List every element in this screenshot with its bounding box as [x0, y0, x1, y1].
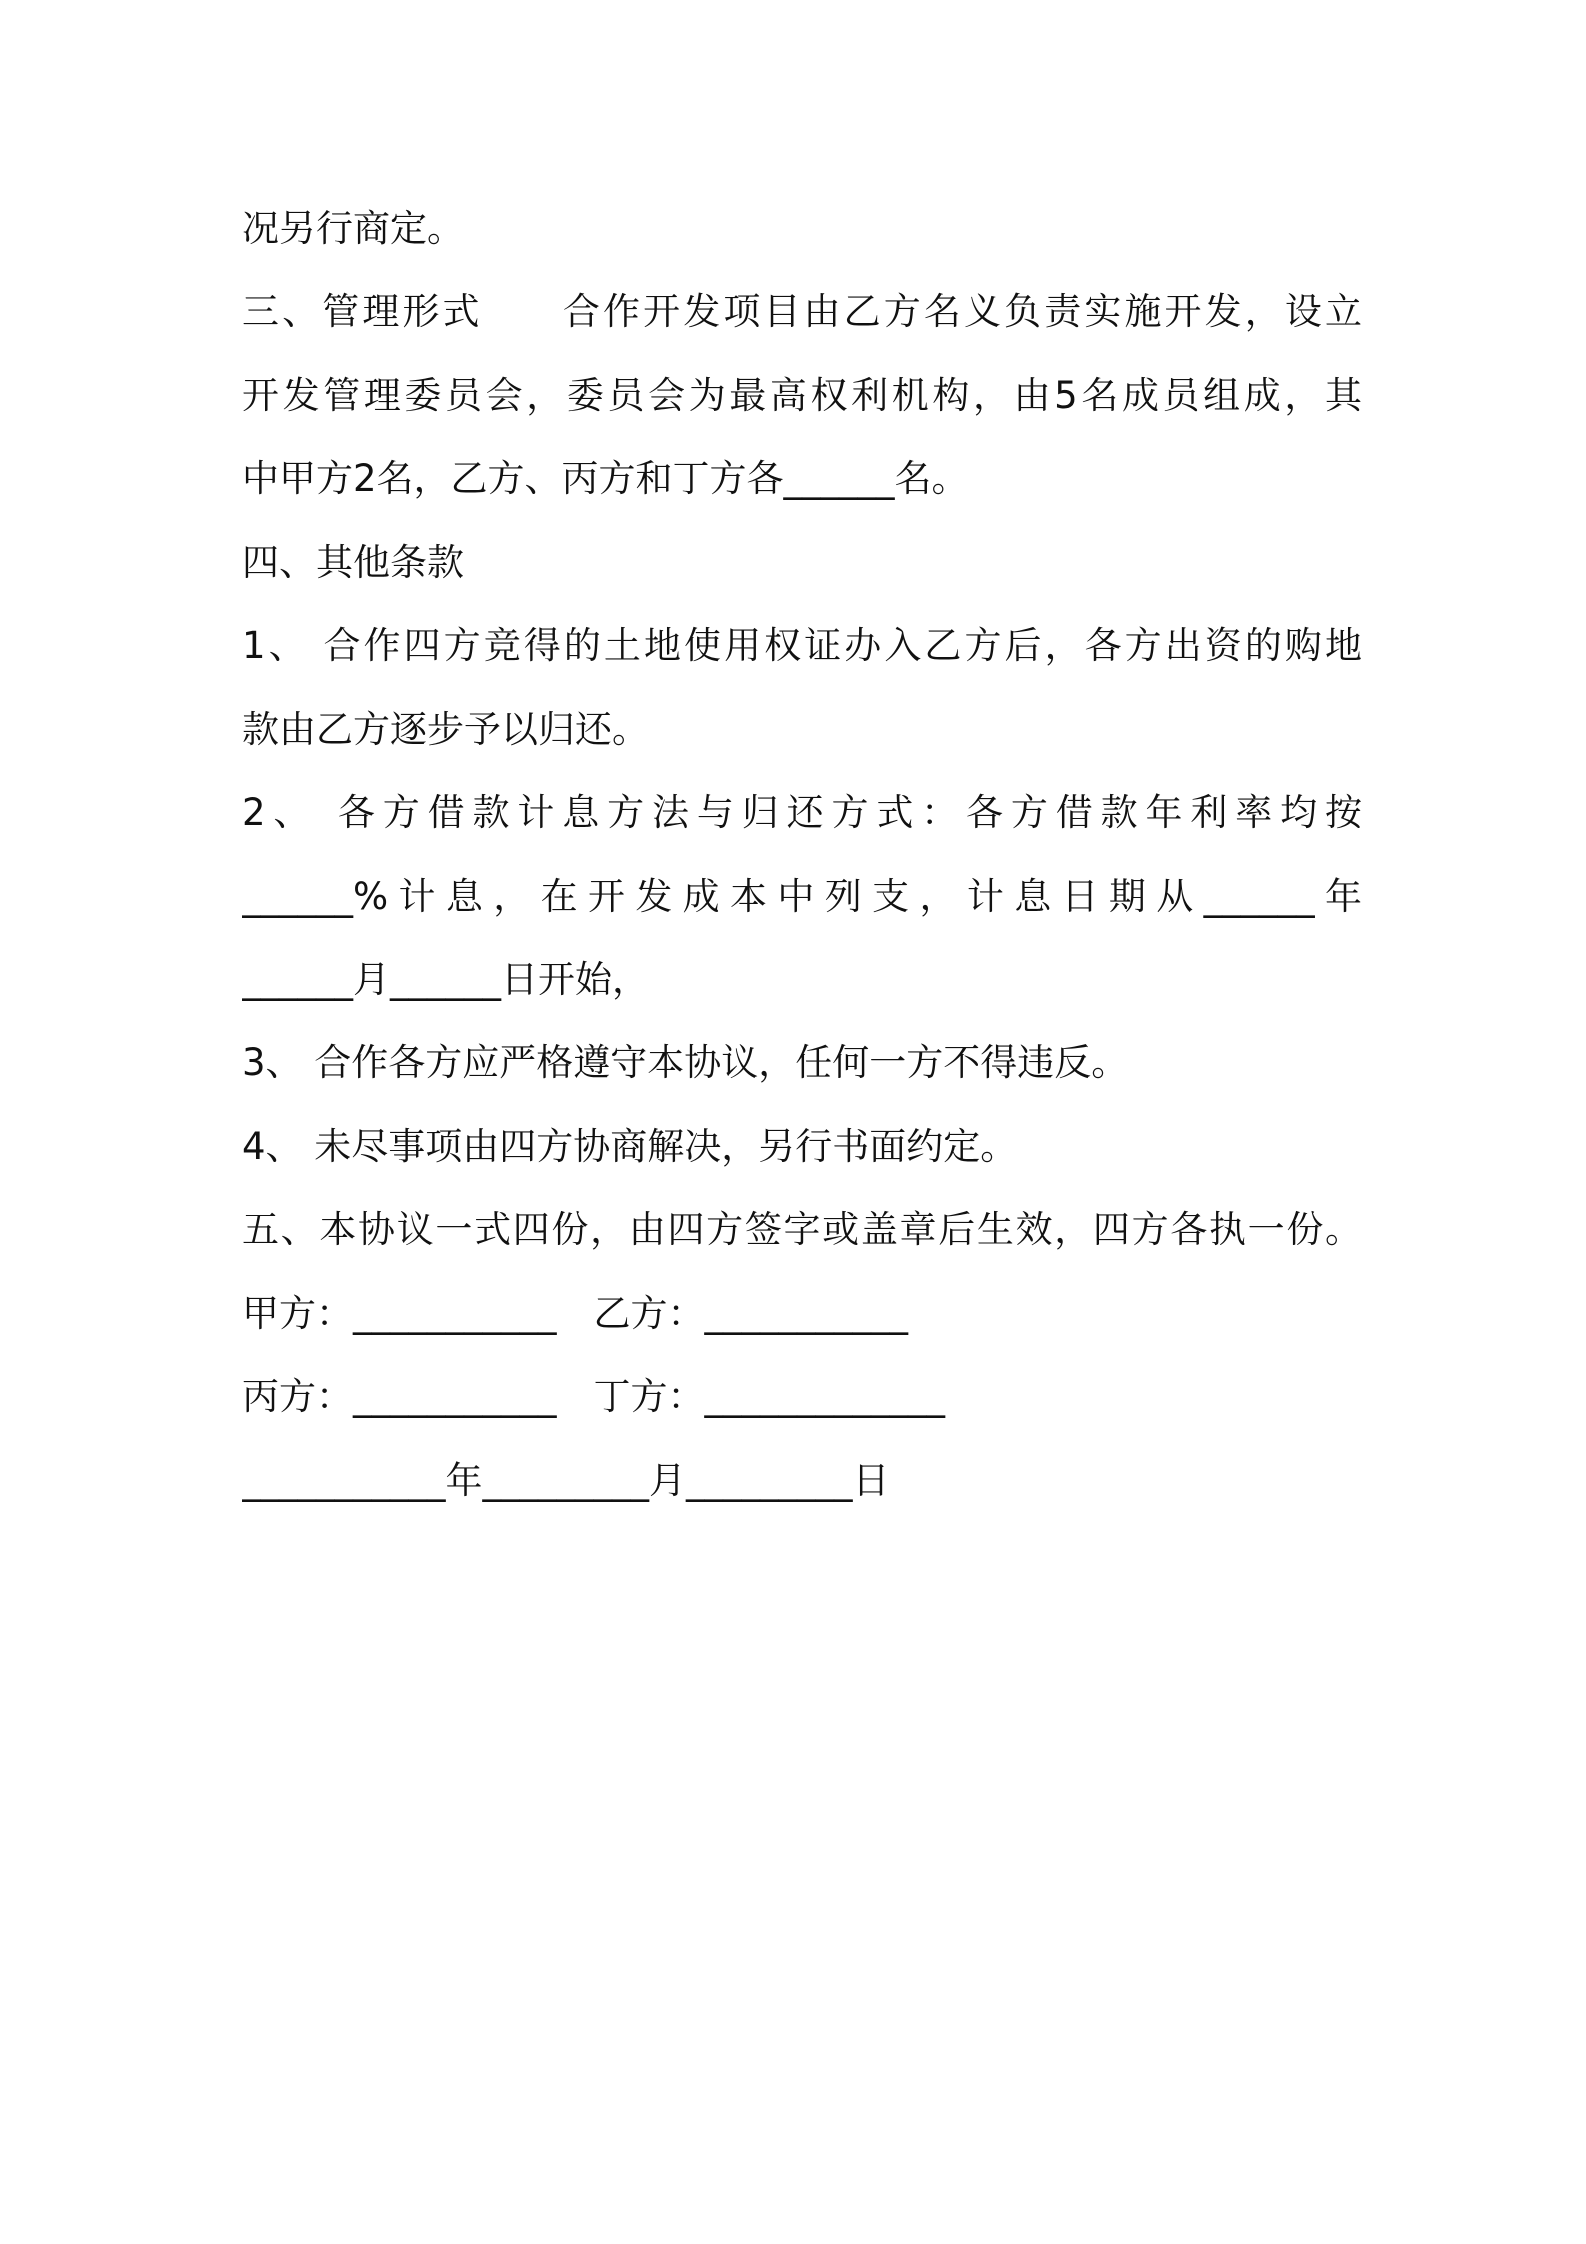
signature-line-party-a-b: 甲方：___________ 乙方：___________: [242, 1292, 908, 1335]
clause-3-line: 3、 合作各方应严格遵守本协议，任何一方不得违反。: [242, 1041, 1129, 1084]
clause-2-line: ______月______日开始，: [242, 958, 649, 1001]
section-three-text-line: 开发管理委员会，委员会为最高权利机构，由5名成员组成，其: [242, 374, 1362, 417]
signature-line-party-c-d: 丙方：___________ 丁方：_____________: [242, 1375, 945, 1418]
clause-1-line: 1、 合作四方竞得的土地使用权证办入乙方后，各方出资的购地: [242, 624, 1362, 667]
clause-2-line: ______%计息，在开发成本中列支，计息日期从______年: [242, 875, 1362, 918]
clause-1-line: 款由乙方逐步予以归还。: [242, 708, 649, 751]
section-five-line: 五、本协议一式四份，由四方签字或盖章后生效，四方各执一份。: [242, 1208, 1362, 1251]
clause-4-line: 4、 未尽事项由四方协商解决，另行书面约定。: [242, 1125, 1018, 1168]
paragraph-continuation: 况另行商定。: [242, 207, 464, 250]
section-four-heading: 四、其他条款: [242, 541, 464, 584]
section-three-text-line: 中甲方2名，乙方、丙方和丁方各______名。: [242, 457, 969, 500]
date-line: ___________年_________月_________日: [242, 1459, 890, 1502]
clause-2-line: 2、 各方借款计息方法与归还方式：各方借款年利率均按: [242, 791, 1362, 834]
section-three-heading-line: 三、管理形式 合作开发项目由乙方名义负责实施开发，设立: [242, 290, 1362, 333]
